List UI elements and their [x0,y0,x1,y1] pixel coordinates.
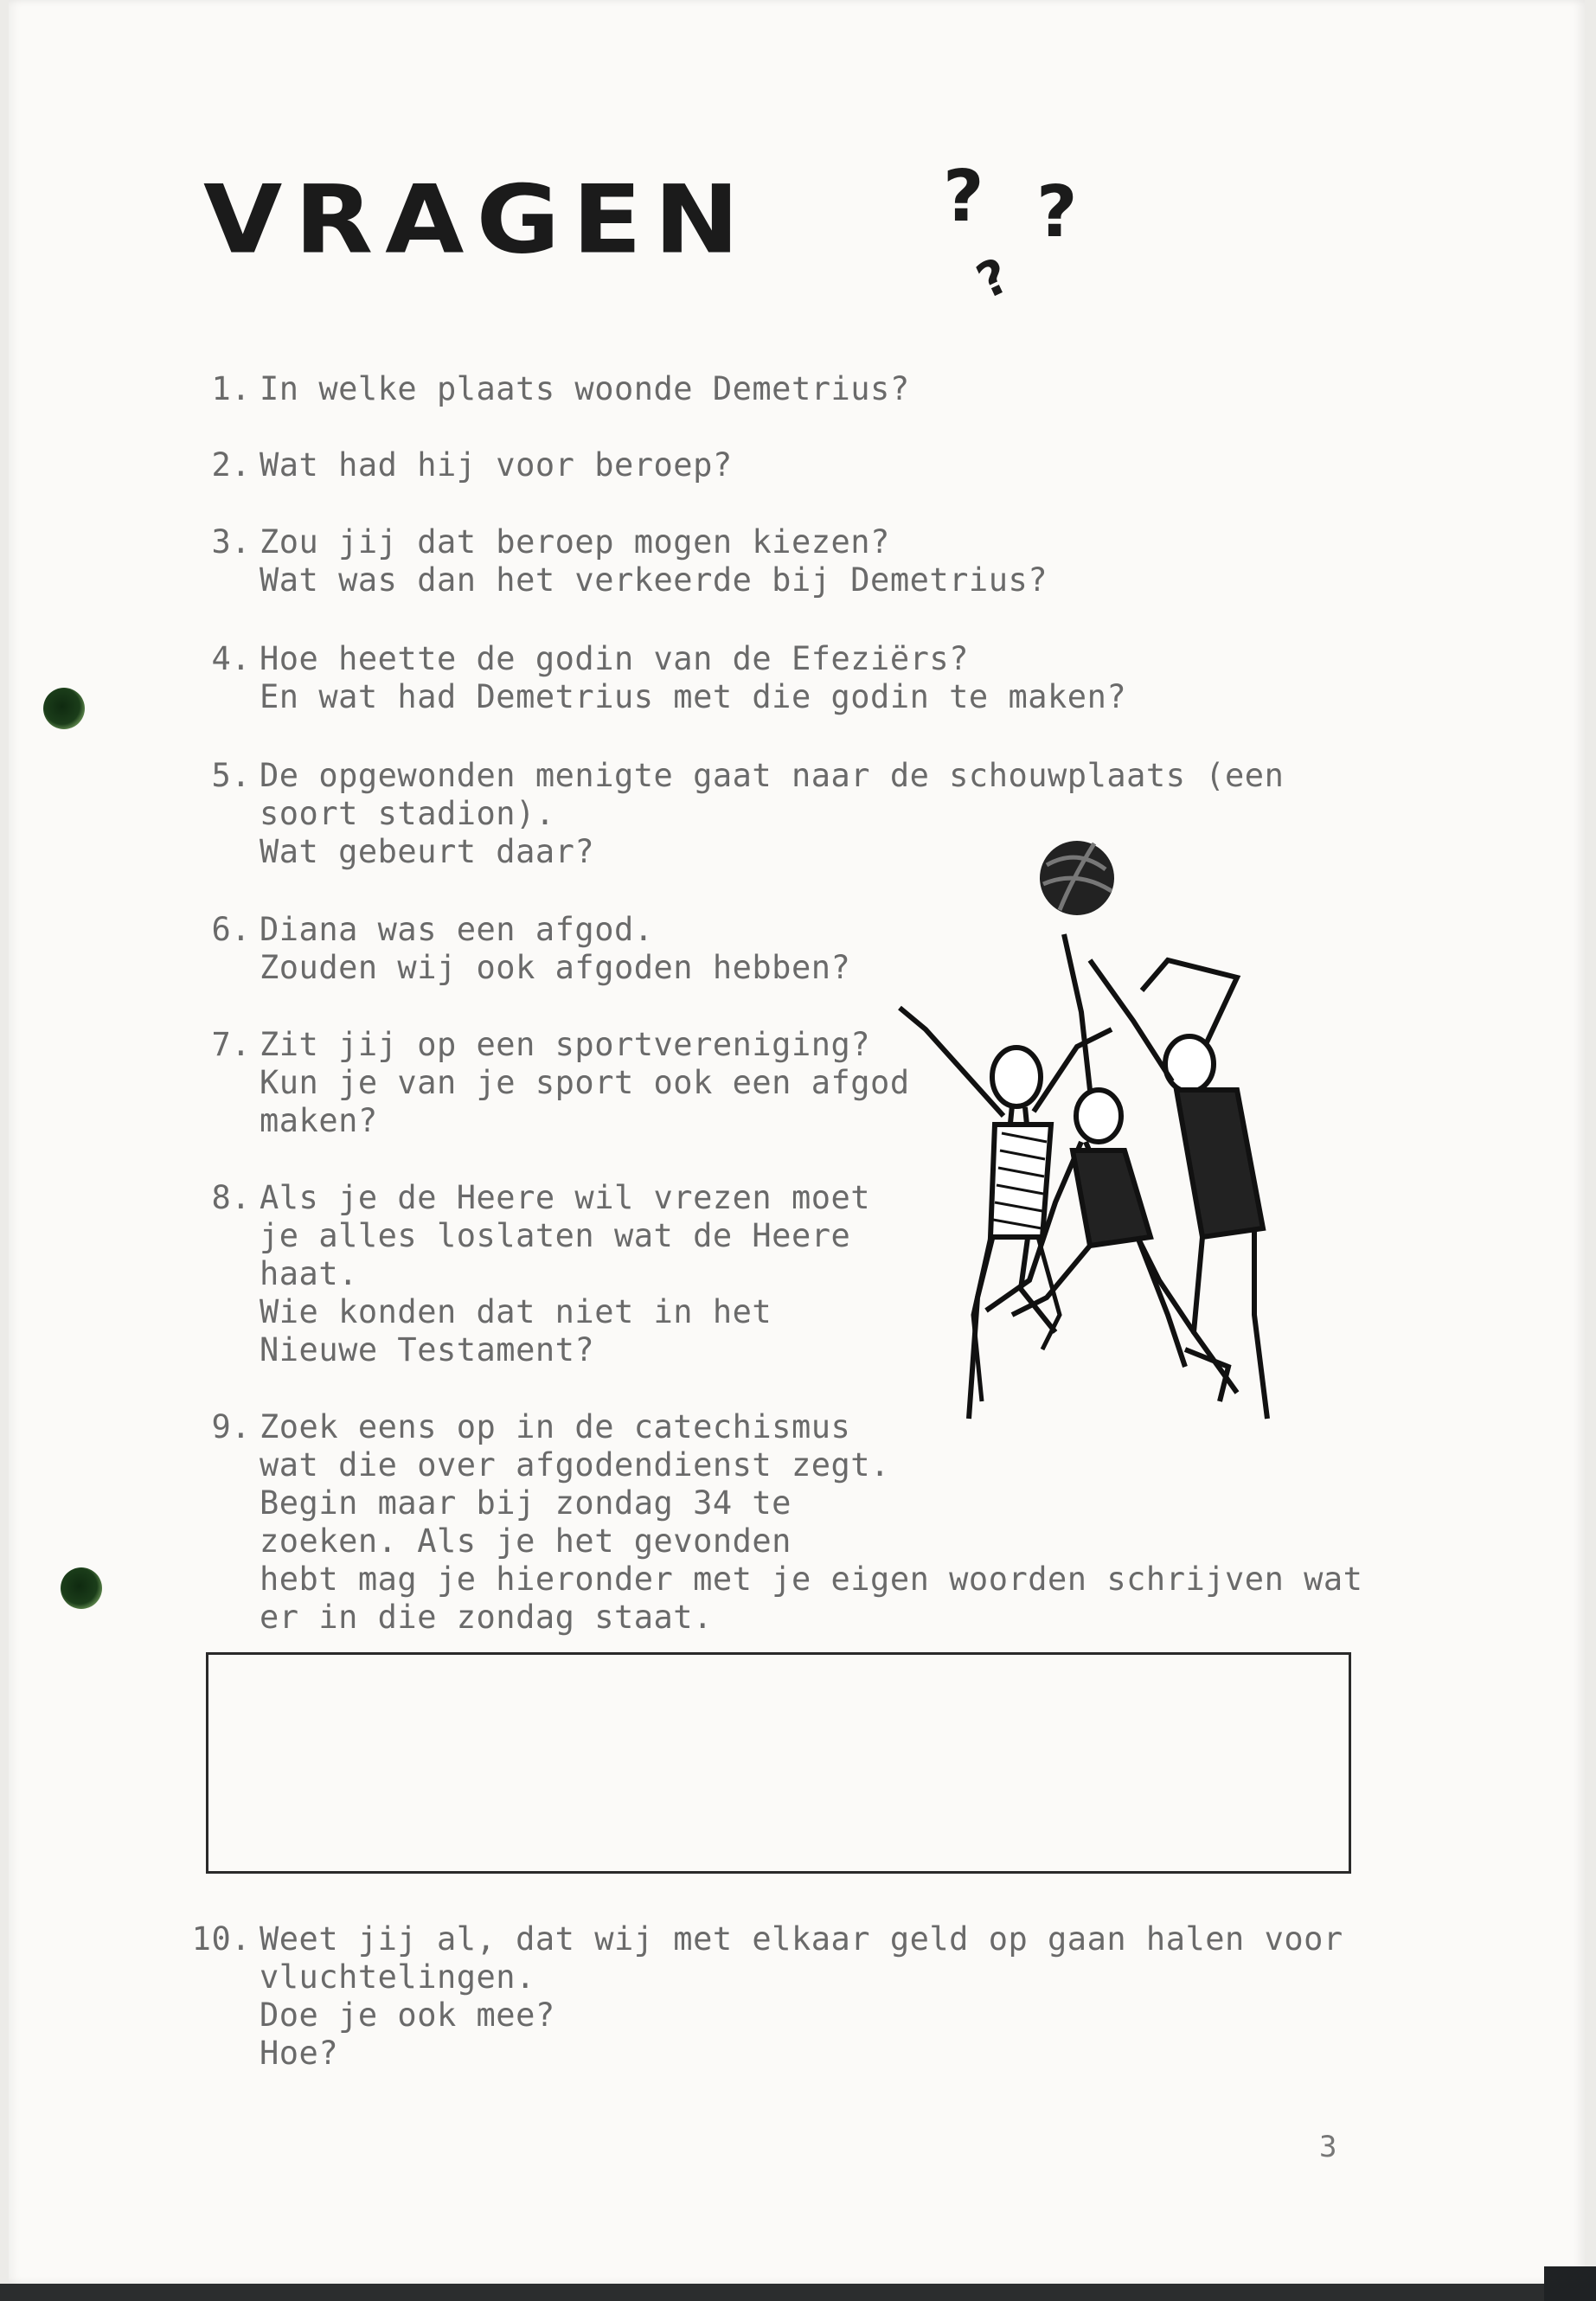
question-text: wat die over afgodendienst zegt. [260,1446,890,1484]
page-number: 3 [1319,2130,1337,2164]
question-text: Weet jij al, dat wij met elkaar geld op gaan halen voor [260,1920,1343,1958]
question-text: soort stadion). [260,795,555,832]
question-text: In welke plaats woonde Demetrius? [260,370,910,407]
answer-box[interactable] [206,1652,1351,1874]
question-number: 10. [191,1920,251,1958]
question-text: Kun je van je sport ook een afgod [260,1064,910,1101]
worksheet-page [9,0,1585,2284]
question-text: De opgewonden menigte gaat naar de schouwplaats (een [260,757,1285,794]
question-text: je alles loslaten wat de Heere [260,1217,851,1254]
volleyball-icon [1040,841,1114,915]
scan-edge-bar [0,2284,1596,2301]
question-text: Hoe heette de godin van de Efeziërs? [260,640,969,677]
question-text: Zoek eens op in de catechismus [260,1408,851,1445]
question-text: Wat was dan het verkeerde bij Demetrius? [260,561,1048,599]
question-text: Wie konden dat niet in het [260,1293,772,1330]
player-figure-left [900,1008,1112,1419]
question-text: Wat had hij voor beroep? [260,446,733,484]
question-text: Begin maar bij zondag 34 te [260,1484,792,1522]
question-number: 1. [211,370,251,407]
question-text: haat. [260,1255,358,1292]
question-text: Diana was een afgod. [260,911,654,948]
question-mark-icon: ? [943,156,984,238]
question-mark-icon: ? [968,247,1018,311]
question-mark-icon: ? [1036,171,1078,253]
question-text: zoeken. Als je het gevonden [260,1522,792,1560]
question-text: Als je de Heere wil vrezen moet [260,1179,871,1216]
question-text: Doe je ook mee? [260,1997,555,2034]
question-number: 9. [211,1408,251,1445]
question-text: maken? [260,1102,378,1139]
question-number: 3. [211,523,251,561]
scan-edge-corner [1544,2266,1596,2301]
page-title: VRAGEN [203,164,752,275]
question-text: Wat gebeurt daar? [260,833,595,870]
question-number: 7. [211,1026,251,1063]
question-text: er in die zondag staat. [260,1599,713,1636]
question-text: Nieuwe Testament? [260,1331,595,1368]
question-text: Hoe? [260,2035,339,2072]
question-number: 6. [211,911,251,948]
question-text: Zou jij dat beroep mogen kiezen? [260,523,890,561]
question-list [9,0,1585,2284]
question-number: 2. [211,446,251,484]
volleyball-players-illustration [874,830,1324,1453]
question-text: Zit jij op een sportvereniging? [260,1026,871,1063]
question-text: hebt mag je hieronder met je eigen woorden schrijven wat [260,1561,1363,1598]
question-text: vluchtelingen. [260,1958,535,1996]
question-number: 4. [211,640,251,677]
question-text: Zouden wij ook afgoden hebben? [260,949,851,986]
question-number: 5. [211,757,251,794]
question-number: 8. [211,1179,251,1216]
question-text: En wat had Demetrius met die godin te maken? [260,678,1127,715]
